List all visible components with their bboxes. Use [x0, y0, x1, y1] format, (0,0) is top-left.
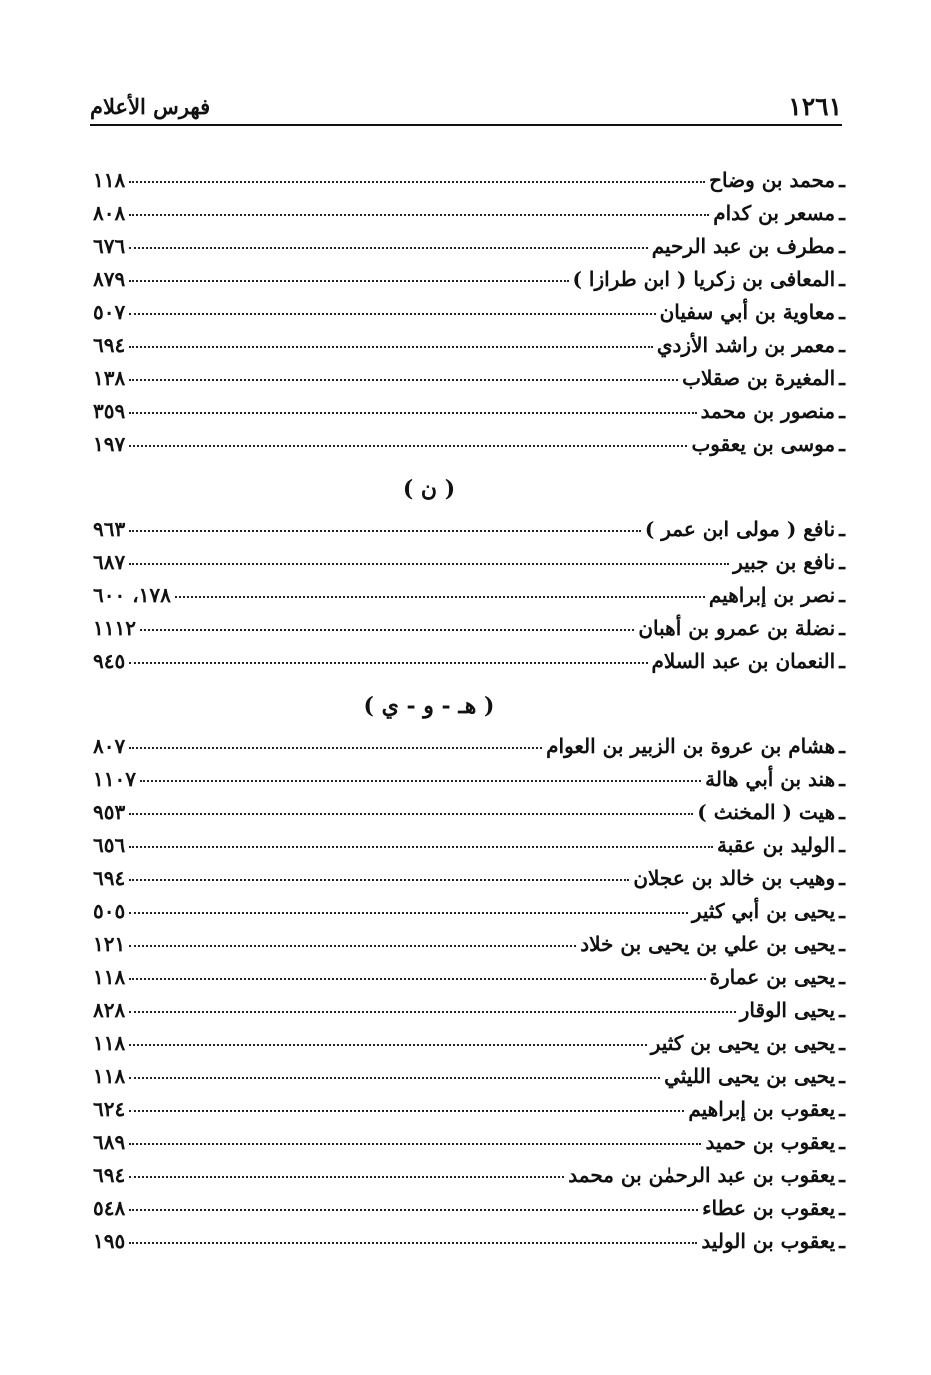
- index-entry: [93, 1163, 845, 1196]
- dot-leader: [129, 1143, 701, 1145]
- index-entry: [93, 649, 845, 682]
- index-entry: [93, 734, 845, 767]
- entry-name: منصور بن محمد: [700, 399, 836, 423]
- entry-dash: ـ: [839, 168, 845, 192]
- header-rule: [90, 124, 842, 126]
- entry-dash: ـ: [839, 550, 845, 574]
- index-entry: [93, 800, 845, 833]
- entry-dash: ـ: [839, 833, 845, 857]
- entry-page-numbers: ٥٤٨: [93, 1196, 126, 1220]
- entry-page-numbers: ١٩٧: [93, 432, 126, 456]
- index-entry: [93, 267, 845, 300]
- entry-page-numbers: ٨٧٩: [93, 267, 126, 291]
- entry-name: نضلة بن عمرو بن أهبان: [638, 616, 836, 640]
- entry-page-numbers: ٩٥٣: [93, 800, 126, 824]
- entry-name: النعمان بن عبد السلام: [651, 649, 836, 673]
- entry-page-numbers: ٦٢٤: [93, 1097, 126, 1121]
- index-entry: [93, 899, 845, 932]
- index-entry: [93, 366, 845, 399]
- entry-dash: ـ: [839, 649, 845, 673]
- index-entry: [93, 399, 845, 432]
- entry-page-numbers: ٥٠٧: [93, 300, 126, 324]
- entry-name: هشام بن عروة بن الزبير بن العوام: [546, 734, 836, 758]
- dot-leader: [129, 813, 693, 815]
- entry-name: مطرف بن عبد الرحيم: [651, 234, 836, 258]
- dot-leader: [129, 313, 655, 315]
- index-entry: [93, 1130, 845, 1163]
- entry-dash: ـ: [839, 932, 845, 956]
- entry-name: المغيرة بن صقلاب: [682, 366, 836, 390]
- dot-leader: [129, 412, 696, 414]
- name-index: [93, 168, 845, 1262]
- dot-leader: [129, 879, 629, 881]
- index-entry: [93, 767, 845, 800]
- entry-dash: ـ: [839, 1196, 845, 1220]
- index-entry: [93, 1229, 845, 1262]
- entry-dash: ـ: [839, 1163, 845, 1187]
- entry-page-numbers: ١٣٨: [93, 366, 126, 390]
- entry-dash: ـ: [839, 899, 845, 923]
- index-entry: [93, 432, 845, 465]
- entry-name: هند بن أبي هالة: [705, 767, 836, 791]
- entry-page-numbers: ١١٠٧: [93, 767, 136, 791]
- entry-name: يحيى بن يحيى بن كثير: [650, 1031, 836, 1055]
- dot-leader: [129, 912, 688, 914]
- dot-leader: [129, 379, 678, 381]
- entry-dash: ـ: [839, 432, 845, 456]
- entry-page-numbers: ٦٩٤: [93, 1163, 126, 1187]
- entry-name: الوليد بن عقبة: [717, 833, 836, 857]
- entry-page-numbers: ٥٠٥: [93, 899, 126, 923]
- dot-leader: [129, 1176, 564, 1178]
- entry-dash: ـ: [839, 201, 845, 225]
- dot-leader: [129, 1044, 646, 1046]
- entry-name: وهيب بن خالد بن عجلان: [633, 866, 836, 890]
- dot-leader: [129, 181, 705, 183]
- entry-dash: ـ: [839, 1031, 845, 1055]
- index-entry: [93, 234, 845, 267]
- entry-name: نافع ( مولى ابن عمر ): [644, 517, 836, 541]
- dot-leader: [129, 662, 647, 664]
- entry-page-numbers: ٦٨٧: [93, 550, 126, 574]
- entry-page-numbers: ٦٩٤: [93, 333, 126, 357]
- entry-name: هيت ( المخنث ): [697, 800, 836, 824]
- entry-page-numbers: ٦٥٦: [93, 833, 126, 857]
- section-heading: ( هـ - و - ي ): [363, 693, 495, 719]
- entry-name: نافع بن جبير: [733, 550, 836, 574]
- index-entry: [93, 866, 845, 899]
- entry-name: معمر بن راشد الأزدي: [656, 333, 836, 357]
- index-entry: [93, 1031, 845, 1064]
- index-entry: [93, 1196, 845, 1229]
- dot-leader: [129, 945, 576, 947]
- dot-leader: [129, 280, 568, 282]
- index-entry: [93, 550, 845, 583]
- entry-name: موسى بن يعقوب: [691, 432, 836, 456]
- index-entry: [93, 965, 845, 998]
- page-number: ١٢٦١: [788, 92, 842, 121]
- entry-name: المعافى بن زكريا ( ابن طرازا ): [572, 267, 836, 291]
- entry-dash: ـ: [839, 616, 845, 640]
- entry-dash: ـ: [839, 998, 845, 1022]
- index-entry: [93, 168, 845, 201]
- dot-leader: [129, 214, 709, 216]
- dot-leader: [175, 596, 705, 598]
- entry-name: يعقوب بن عطاء: [702, 1196, 836, 1220]
- entry-name: يعقوب بن حميد: [705, 1130, 836, 1154]
- index-entry: [93, 616, 845, 649]
- entry-page-numbers: ٨٢٨: [93, 998, 126, 1022]
- entry-page-numbers: ٦٩٤: [93, 866, 126, 890]
- dot-leader: [129, 846, 713, 848]
- entry-page-numbers: ٩٤٥: [93, 649, 126, 673]
- entry-page-numbers: ٩٦٣: [93, 517, 126, 541]
- entry-page-numbers: ١١١٢: [93, 616, 136, 640]
- page-header: [90, 92, 842, 122]
- entry-name: يعقوب بن إبراهيم: [688, 1097, 836, 1121]
- index-entry: [93, 201, 845, 234]
- entry-name: يحيى بن عمارة: [709, 965, 836, 989]
- entry-page-numbers: ٣٥٩: [93, 399, 126, 423]
- entry-name: معاوية بن أبي سفيان: [659, 300, 836, 324]
- entry-page-numbers: ١١٨: [93, 1031, 126, 1055]
- entry-name: يحيى بن يحيى الليثي: [664, 1064, 836, 1088]
- entry-page-numbers: ١١٨: [93, 1064, 126, 1088]
- index-entry: [93, 517, 845, 550]
- index-entry: [93, 1064, 845, 1097]
- index-entry: [93, 998, 845, 1031]
- entry-page-numbers: ١١٨: [93, 168, 126, 192]
- index-entry: [93, 300, 845, 333]
- running-title: فهرس الأعلام: [90, 94, 211, 119]
- index-entry: [93, 833, 845, 866]
- entry-dash: ـ: [839, 366, 845, 390]
- section-heading: ( ن ): [402, 476, 456, 502]
- dot-leader: [129, 1110, 684, 1112]
- entry-dash: ـ: [839, 267, 845, 291]
- dot-leader: [140, 629, 634, 631]
- dot-leader: [129, 1242, 697, 1244]
- entry-dash: ـ: [839, 1064, 845, 1088]
- entry-dash: ـ: [839, 800, 845, 824]
- entry-name: محمد بن وضاح: [709, 168, 836, 192]
- dot-leader: [129, 978, 705, 980]
- dot-leader: [129, 247, 647, 249]
- entry-dash: ـ: [839, 1097, 845, 1121]
- dot-leader: [129, 346, 653, 348]
- entry-page-numbers: ٨٠٧: [93, 734, 126, 758]
- dot-leader: [129, 747, 542, 749]
- index-entry: [93, 932, 845, 965]
- entry-page-numbers: ١٢١: [93, 932, 126, 956]
- dot-leader: [129, 530, 641, 532]
- entry-name: مسعر بن كدام: [713, 201, 836, 225]
- dot-leader: [129, 1011, 735, 1013]
- entry-dash: ـ: [839, 583, 845, 607]
- entry-dash: ـ: [839, 517, 845, 541]
- dot-leader: [129, 445, 687, 447]
- index-entry: [93, 333, 845, 366]
- entry-name: يحيى بن علي بن يحيى بن خلاد: [580, 932, 836, 956]
- entry-dash: ـ: [839, 767, 845, 791]
- entry-page-numbers: ٦٨٩: [93, 1130, 126, 1154]
- dot-leader: [140, 780, 701, 782]
- entry-name: يحيى بن أبي كثير: [691, 899, 836, 923]
- entry-dash: ـ: [839, 734, 845, 758]
- entry-dash: ـ: [839, 333, 845, 357]
- entry-page-numbers: ١١٨: [93, 965, 126, 989]
- index-entry: [93, 1097, 845, 1130]
- entry-dash: ـ: [839, 300, 845, 324]
- entry-dash: ـ: [839, 234, 845, 258]
- dot-leader: [129, 563, 729, 565]
- entry-name: يعقوب بن الوليد: [701, 1229, 836, 1253]
- index-entry: [93, 583, 845, 616]
- dot-leader: [129, 1077, 660, 1079]
- entry-page-numbers: ١٧٨، ٦٠٠: [93, 583, 171, 607]
- entry-page-numbers: ٦٧٦: [93, 234, 126, 258]
- entry-dash: ـ: [839, 1229, 845, 1253]
- entry-dash: ـ: [839, 1130, 845, 1154]
- entry-name: نصر بن إبراهيم: [708, 583, 836, 607]
- entry-dash: ـ: [839, 399, 845, 423]
- entry-dash: ـ: [839, 866, 845, 890]
- entry-dash: ـ: [839, 965, 845, 989]
- entry-name: يحيى الوقار: [739, 998, 836, 1022]
- entry-page-numbers: ٨٠٨: [93, 201, 126, 225]
- entry-page-numbers: ١٩٥: [93, 1229, 126, 1253]
- entry-name: يعقوب بن عبد الرحمٰن بن محمد: [568, 1163, 836, 1187]
- dot-leader: [129, 1209, 698, 1211]
